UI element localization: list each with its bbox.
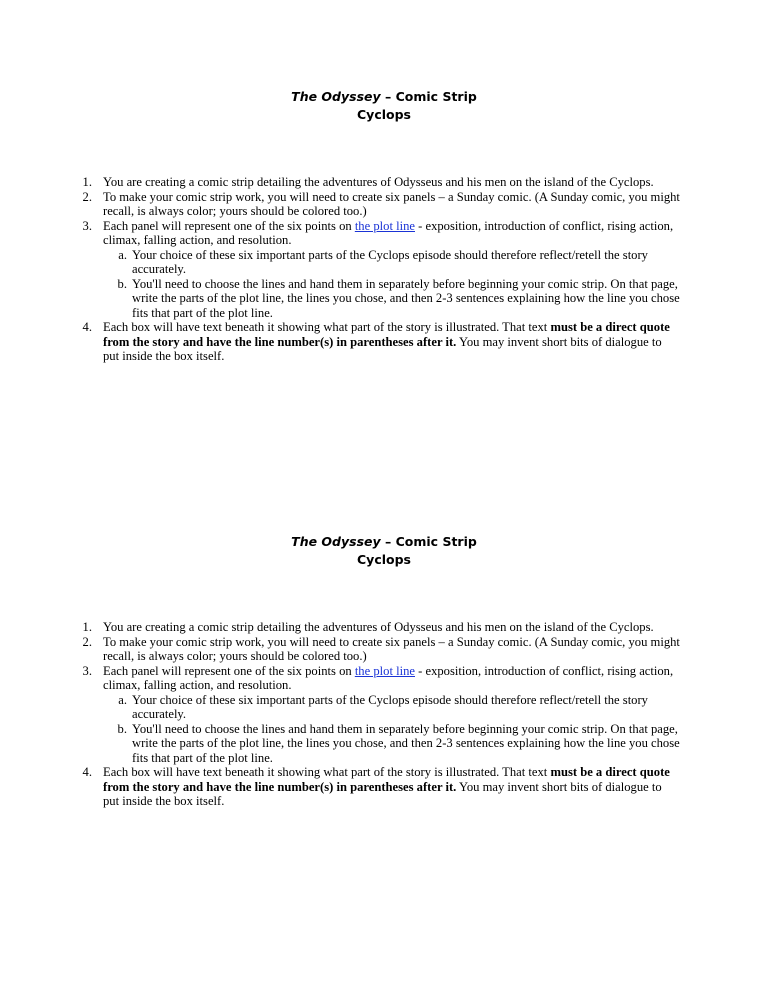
item-number: 3. xyxy=(82,218,92,233)
item-text-bold: must be a direct quote from the story and have the line number(s) in parentheses after it. xyxy=(103,320,670,349)
item-letter: a. xyxy=(118,247,127,262)
item-number: 1. xyxy=(82,175,92,189)
item-text-bold: must be a direct quote from the story and have the line number(s) in parentheses after it. xyxy=(103,765,670,794)
item-letter: b. xyxy=(117,276,127,291)
title-italic: The Odyssey xyxy=(291,89,381,104)
item-text-pre: Each panel will represent one of the six points on xyxy=(103,218,355,233)
sub-list-item xyxy=(70,248,680,277)
list-item xyxy=(70,175,680,190)
item-text-post: You may invent short bits of dialogue to put inside the box itself. xyxy=(103,334,662,363)
item-number: 4. xyxy=(82,765,92,779)
list-item xyxy=(70,320,680,364)
document-title xyxy=(0,533,768,551)
document-title xyxy=(0,88,768,106)
item-text: To make your comic strip work, you will need to create six panels – a Sunday comic. (A Sunday comic, you might recall, is always color; yours should be colored too.) xyxy=(103,634,680,663)
assignment-section-1 xyxy=(0,88,768,363)
title-rest: – Comic Strip xyxy=(380,534,477,549)
list-item xyxy=(70,664,680,693)
list-item xyxy=(70,765,680,809)
item-letter: a. xyxy=(118,692,127,707)
plot-line-link[interactable]: the plot line xyxy=(354,218,415,233)
item-text: Your choice of these six important parts of the Cyclops episode should therefore reflect/retell the story accurately. xyxy=(132,247,648,276)
item-text-post: - exposition, introduction of conflict, rising action, climax, falling action, and resolution. xyxy=(103,218,674,247)
item-number: 4. xyxy=(82,320,92,334)
item-number: 2. xyxy=(82,189,92,204)
item-text-post: You may invent short bits of dialogue to put inside the box itself. xyxy=(103,779,662,808)
list-item xyxy=(70,190,680,219)
plot-line-link[interactable]: the plot line xyxy=(354,663,415,678)
item-text-pre: Each box will have text beneath it showing what part of the story is illustrated. That text xyxy=(103,320,551,334)
item-text: You'll need to choose the lines and hand them in separately before beginning your comic strip. On that page, write the parts of the plot line, the lines you chose, and then 2-3 sentences explaining how the line you chose fits that part of the plot line. xyxy=(132,721,680,765)
instruction-list xyxy=(70,620,680,809)
sub-list-item xyxy=(70,693,680,722)
item-number: 1. xyxy=(82,620,92,634)
instruction-list xyxy=(70,175,680,364)
title-rest: – Comic Strip xyxy=(380,89,477,104)
title-italic: The Odyssey xyxy=(291,534,381,549)
item-text: To make your comic strip work, you will need to create six panels – a Sunday comic. (A Sunday comic, you might recall, is always color; yours should be colored too.) xyxy=(103,189,680,218)
document-subtitle: Cyclops xyxy=(357,552,411,567)
item-number: 2. xyxy=(82,634,92,649)
list-item xyxy=(70,219,680,248)
item-text: You'll need to choose the lines and hand them in separately before beginning your comic strip. On that page, write the parts of the plot line, the lines you chose, and then 2-3 sentences explaining how the line you chose fits that part of the plot line. xyxy=(132,276,680,320)
item-text-pre: Each box will have text beneath it showing what part of the story is illustrated. That text xyxy=(103,765,551,779)
document-subtitle: Cyclops xyxy=(357,107,411,122)
item-letter: b. xyxy=(117,721,127,736)
item-text: You are creating a comic strip detailing the adventures of Odysseus and his men on the island of the Cyclops. xyxy=(103,620,654,634)
item-text-pre: Each panel will represent one of the six points on xyxy=(103,663,355,678)
list-item xyxy=(70,620,680,635)
item-text: You are creating a comic strip detailing the adventures of Odysseus and his men on the island of the Cyclops. xyxy=(103,175,654,189)
assignment-section-2 xyxy=(0,533,768,808)
item-text: Your choice of these six important parts of the Cyclops episode should therefore reflect/retell the story accurately. xyxy=(132,692,648,721)
item-number: 3. xyxy=(82,663,92,678)
sub-list-item xyxy=(70,277,680,321)
list-item xyxy=(70,635,680,664)
item-text-post: - exposition, introduction of conflict, rising action, climax, falling action, and resolution. xyxy=(103,663,674,692)
sub-list-item xyxy=(70,722,680,766)
